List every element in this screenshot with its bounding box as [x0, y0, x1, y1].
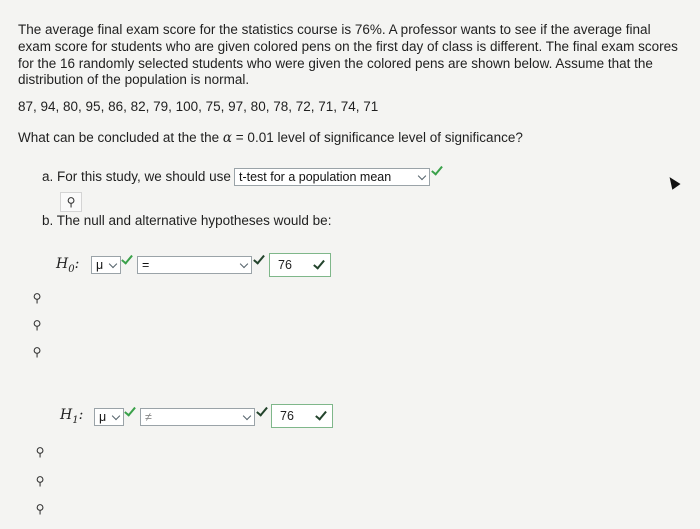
correct-check-icon	[313, 257, 325, 269]
h0-subscript: 0	[68, 263, 75, 275]
h0-label	[56, 256, 79, 275]
h1-parameter-select[interactable]	[94, 408, 124, 426]
correct-check-icon	[121, 252, 133, 264]
chevron-down-icon	[112, 412, 120, 420]
chevron-down-icon	[109, 260, 117, 268]
hint-icon[interactable]: ⚲	[35, 474, 45, 488]
hint-icon[interactable]: ⚲	[32, 318, 42, 332]
question-text: The average final exam score for the statistics course is 76%. A professor wants to see if the average final exam score for students who are given colored pens on the first day of class is different. The final exam scores for the 16 randomly selected students who were given the colored pens are shown below. Assume that the distribution of the population is normal.	[18, 22, 678, 88]
h0-value-input[interactable]	[269, 253, 331, 277]
h1-label	[60, 407, 83, 426]
h1-subscript: 1	[72, 414, 79, 426]
hint-icon[interactable]: ⚲	[32, 345, 42, 359]
prompt-after: = 0.01 level of significance level of significance?	[235, 130, 523, 145]
h0-value: 76	[278, 258, 292, 272]
h1-operator-value: ≠	[145, 410, 152, 424]
correct-check-icon	[315, 408, 327, 420]
correct-check-icon	[253, 252, 265, 264]
hint-icon[interactable]: ⚲	[35, 445, 45, 459]
h1-operator-select[interactable]	[140, 408, 255, 426]
h1-value-input[interactable]	[271, 404, 333, 428]
hint-icon[interactable]: ⚲	[35, 502, 45, 516]
h0-letter: H	[56, 256, 69, 272]
hint-icon[interactable]: ⚲	[32, 291, 42, 305]
prompt-before: What can be concluded at the the	[18, 130, 220, 145]
h1-colon: :	[78, 407, 84, 423]
h1-letter: H	[60, 407, 73, 423]
h0-operator-value: =	[142, 258, 150, 272]
hint-icon[interactable]: ⚲	[60, 192, 82, 212]
chevron-down-icon	[418, 172, 426, 180]
part-a-label: a. For this study, we should use	[42, 169, 231, 184]
test-type-select[interactable]	[234, 168, 430, 186]
correct-check-icon	[256, 404, 268, 416]
part-b-label: b. The null and alternative hypotheses would be:	[42, 213, 332, 228]
data-values: 87, 94, 80, 95, 86, 82, 79, 100, 75, 97, 80, 78, 72, 71, 74, 71	[18, 99, 379, 114]
h0-parameter-select[interactable]	[91, 256, 121, 274]
h0-colon: :	[74, 256, 80, 272]
h1-parameter-value: μ	[99, 410, 107, 424]
chevron-down-icon	[243, 412, 251, 420]
chevron-down-icon	[240, 260, 248, 268]
h1-value: 76	[280, 409, 294, 423]
correct-check-icon	[124, 404, 136, 416]
mouse-cursor-icon	[665, 174, 680, 190]
h0-operator-select[interactable]	[137, 256, 252, 274]
alpha-symbol: α	[222, 130, 233, 146]
h0-parameter-value: μ	[96, 258, 104, 272]
significance-prompt	[18, 130, 523, 146]
test-type-value: t-test for a population mean	[239, 170, 392, 184]
correct-check-icon	[431, 163, 443, 175]
